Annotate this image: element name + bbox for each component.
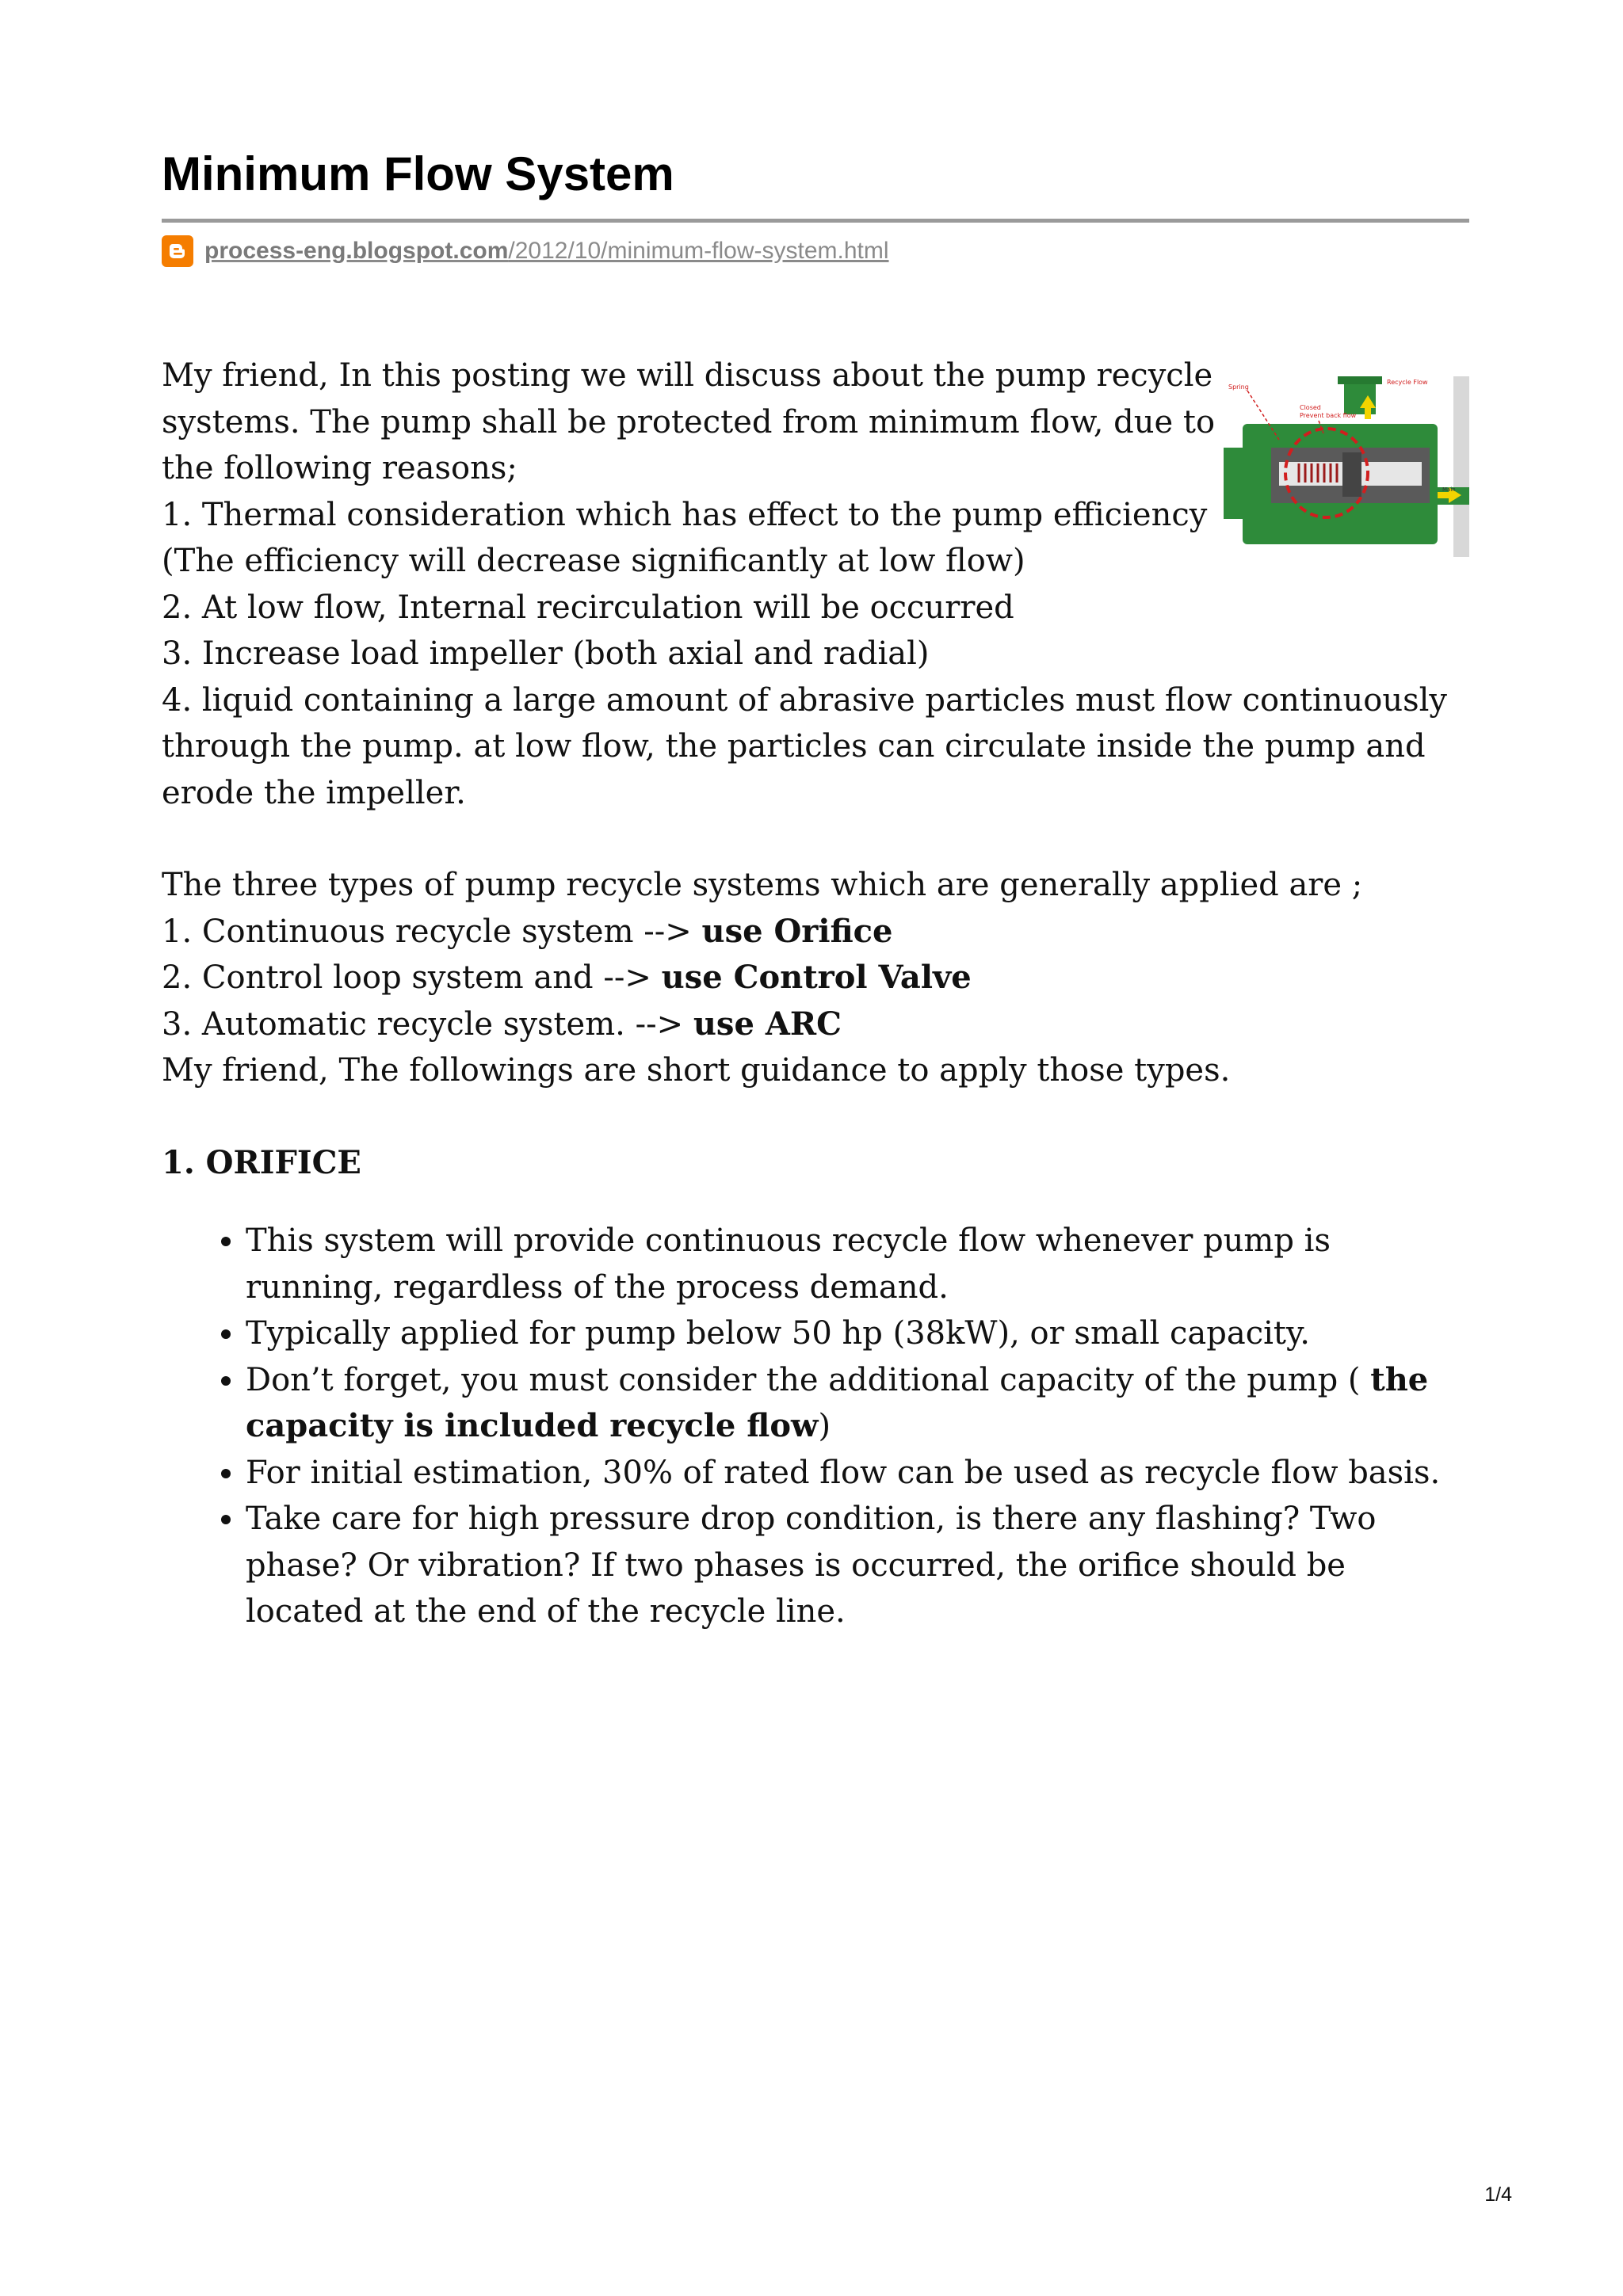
types-item-orifice <box>162 909 1469 955</box>
types-closing: My friend, The followings are short guidance to apply those types. <box>162 1052 1231 1089</box>
blogger-icon <box>162 235 193 267</box>
pump-cutaway-image <box>1224 376 1469 557</box>
bullet3-bold: the capacity is included recycle flow <box>246 1360 1429 1444</box>
figure-label-recycle-flow: Recycle Flow <box>1387 379 1428 386</box>
figure-label-main: Main <box>1442 486 1456 493</box>
bullet3-text: Don’t forget, you must consider the additional capacity of the pump ( <box>246 1361 1371 1398</box>
article-body <box>162 353 1469 1635</box>
source-url-path: /2012/10/minimum-flow-system.html <box>508 238 889 264</box>
intro-line-1: My friend, In this posting we will discuss about the pump recycle <box>162 357 1213 394</box>
intro-section <box>162 353 1469 816</box>
title-divider <box>162 219 1469 223</box>
source-url-row <box>162 234 1469 269</box>
types-lead: The three types of pump recycle systems which are generally applied are ; <box>162 867 1363 903</box>
bullet3-close: ) <box>818 1408 831 1444</box>
orifice-heading: 1. ORIFICE <box>162 1143 361 1181</box>
intro-reason-1: 1. Thermal consideration which has effect to the pump efficiency <box>162 496 1208 533</box>
page-title: Minimum Flow System <box>162 147 674 200</box>
source-url-host: process-eng.blogspot.com <box>204 238 509 264</box>
page-number: 1/4 <box>1484 2183 1512 2206</box>
intro-reason-2: 2. At low flow, Internal recirculation will be occurred <box>162 589 1014 626</box>
figure-label-closed: Closed <box>1300 404 1321 411</box>
types-section <box>162 862 1469 1094</box>
intro-reason-3: 3. Increase load impeller (both axial and radial) <box>162 635 930 672</box>
list-item: • Typically applied for pump below 50 hp (38kW), or small capacity. <box>246 1310 1469 1357</box>
figure-label-spring: Spring <box>1228 383 1249 391</box>
list-item: • For initial estimation, 30% of rated flow can be used as recycle flow basis. <box>246 1450 1469 1497</box>
types-item-2-text: 2. Control loop system and --> <box>162 959 662 996</box>
types-item-control-valve <box>162 955 1469 1001</box>
list-item: • Take care for high pressure drop condition, is there any flashing? Two phase? Or vibration? If two phases is occurred, the orifice should be located at the end of the recycle line. <box>246 1496 1469 1635</box>
types-item-arc <box>162 1001 1469 1048</box>
figure-label-prevent: Prevent back flow <box>1300 412 1357 419</box>
spacer <box>162 816 1469 862</box>
types-item-3-bold: use ARC <box>693 1005 842 1043</box>
document-page <box>162 147 1469 1635</box>
spacer <box>162 1094 1469 1140</box>
list-item <box>246 1357 1469 1450</box>
source-url-link[interactable] <box>204 238 889 265</box>
intro-line-3: the following reasons; <box>162 450 517 486</box>
types-item-3-text: 3. Automatic recycle system. --> <box>162 1005 693 1043</box>
intro-line-2: systems. The pump shall be protected from minimum flow, due to <box>162 403 1216 441</box>
intro-reason-1-note: (The efficiency will decrease significantly at low flow) <box>162 543 1025 579</box>
types-item-1-bold: use Orifice <box>701 912 893 950</box>
types-item-2-bold: use Control Valve <box>661 959 972 996</box>
types-item-1-text: 1. Continuous recycle system --> <box>162 913 702 950</box>
orifice-bullet-list <box>162 1218 1469 1635</box>
intro-reason-4: 4. liquid containing a large amount of abrasive particles must flow continuously through the pump. at low flow, the particles can circulate inside the pump and erode the impeller. <box>162 681 1448 811</box>
list-item: • This system will provide continuous recycle flow whenever pump is running, regardless of the process demand. <box>246 1218 1469 1310</box>
